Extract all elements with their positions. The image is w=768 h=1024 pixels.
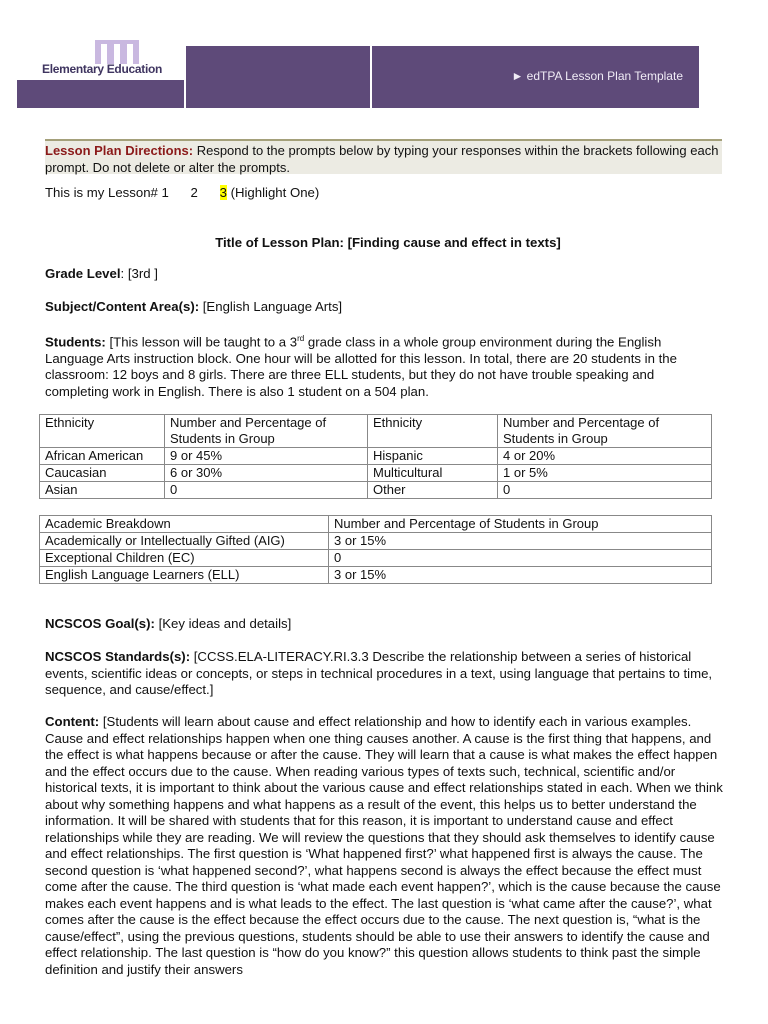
table-row (40, 550, 712, 567)
table-row (40, 533, 712, 550)
table-cell: 0 (498, 482, 712, 499)
table-cell: Academically or Intellectually Gifted (AIG) (40, 533, 329, 550)
students-sup: rd (297, 334, 305, 343)
table-header: Number and Percentage of Students in Group (498, 415, 712, 448)
content-label: Content: (45, 714, 100, 729)
table-cell: 0 (329, 550, 712, 567)
banner-strip (17, 80, 184, 108)
table-cell: 6 or 30% (165, 465, 368, 482)
lesson-title: Title of Lesson Plan: [Finding cause and effect in texts] (215, 235, 561, 250)
students-text-cont: grade class in a whole group environment during the English Language Arts instruction block. One hour will be allotted for this lesson. In total, there are 20 students in the classroom: 12 boys and 8 girls. There are three ELL students, but they do not have trouble speaking and completing work in English. There is also 1 student on a 504 plan. (45, 334, 677, 399)
table-header: Ethnicity (40, 415, 165, 448)
students-text: [This lesson will be taught to a 3 (105, 334, 298, 350)
banner-template-area (372, 46, 699, 108)
table-header: Number and Percentage of Students in Group (165, 415, 368, 448)
table-cell: Asian (40, 482, 165, 499)
table-cell: African American (40, 448, 165, 465)
lesson-number-2: 2 (190, 185, 198, 200)
lesson-plan-directions (45, 139, 722, 174)
table-header-row (40, 516, 712, 533)
header-banner (17, 46, 699, 108)
content-value: [Students will learn about cause and effect relationship and how to identify each in various examples. Cause and effect relationships happen when one thing causes another. A cause is the first thing that happens, and the effect is what happens because or after the cause. They will learn that a cause is what makes the effect happen and the effect occurs due to the cause. When reading various types of texts such, technical, scientific and/or historical texts, it is important to think about the various cause and effect relationships stated in each. When we think about why something happens and what happens as a result of the event, this helps us to better understand the information. It will be shared with students that for this reason, it is important to understand cause and effect relationships while they are reading. We will review the questions that they should ask themselves to identify cause and effect relationships. The first question is ‘What happened first?’ what happened first is always the cause. The second question is ‘what happened second?’, what happens second is always the effect because the effect must come after the cause. The third question is ‘what made each event happen?’, which is the cause because the cause makes each event happens and is what leads to the effect. The last question is ‘what came after the cause?’, what comes after the cause is the effect because the effect occurs due to the cause. The next question is, “what is the cause/effect”, using the previous questions, students should be able to use their answers to identify the cause and effect relationship. The last question is “how do you know?” this question allows students to think past the simple definition and justify their answers (45, 714, 723, 977)
table-cell: 3 or 15% (329, 533, 712, 550)
grade-value: : [3rd ] (120, 266, 158, 281)
lesson-number-suffix: (Highlight One) (230, 185, 320, 200)
table-header: Academic Breakdown (40, 516, 329, 533)
content-paragraph (45, 714, 723, 978)
logo-icon (95, 38, 139, 64)
ncscos-goals (45, 616, 291, 633)
table-cell: Hispanic (368, 448, 498, 465)
standards-label: NCSCOS Standards(s): (45, 649, 191, 664)
table-cell: Other (368, 482, 498, 499)
goals-value: [Key ideas and details] (154, 616, 292, 631)
table-header: Ethnicity (368, 415, 498, 448)
grade-label: Grade Level (45, 266, 121, 281)
lesson-number-3-highlighted: 3 (219, 185, 227, 200)
lesson-number-line (45, 185, 319, 202)
grade-level (45, 266, 158, 283)
directions-text: Respond to the prompts below by typing your responses within the brackets following each prompt. Do not delete or alter the prompts. (45, 143, 719, 175)
brand-name: Elementary Education (42, 62, 163, 76)
table-cell: Multicultural (368, 465, 498, 482)
ncscos-standards (45, 649, 722, 699)
table-cell: 0 (165, 482, 368, 499)
table-cell: English Language Learners (ELL) (40, 567, 329, 584)
table-cell: 3 or 15% (329, 567, 712, 584)
table-row (40, 482, 712, 499)
table-row (40, 567, 712, 584)
banner-block (186, 46, 370, 80)
table-row (40, 448, 712, 465)
standards-value: [CCSS.ELA-LITERACY.RI.3.3 Describe the relationship between a series of historical events, scientific ideas or concepts, or steps in technical procedures in a text, using language that pertains to time, sequence, and cause/effect.] (45, 649, 713, 697)
subject-area (45, 299, 342, 316)
table-row (40, 465, 712, 482)
subject-label: Subject/Content Area(s): (45, 299, 200, 314)
banner-block (186, 80, 370, 108)
academic-breakdown-table (39, 515, 712, 584)
table-cell: Exceptional Children (EC) (40, 550, 329, 567)
banner-logo-area (17, 46, 184, 80)
table-cell: Caucasian (40, 465, 165, 482)
table-cell: 1 or 5% (498, 465, 712, 482)
lesson-number-prefix: This is my Lesson# 1 (45, 185, 169, 200)
template-title: ► edTPA Lesson Plan Template (511, 69, 683, 83)
students-paragraph (45, 331, 720, 400)
table-cell: 4 or 20% (498, 448, 712, 465)
table-header: Number and Percentage of Students in Group (329, 516, 712, 533)
goals-label: NCSCOS Goal(s): (45, 616, 155, 631)
table-cell: 9 or 45% (165, 448, 368, 465)
subject-value: [English Language Arts] (199, 299, 343, 314)
directions-label: Lesson Plan Directions: (45, 143, 194, 158)
table-header-row (40, 415, 712, 448)
ethnicity-table (39, 414, 712, 499)
students-label: Students: (45, 334, 106, 350)
